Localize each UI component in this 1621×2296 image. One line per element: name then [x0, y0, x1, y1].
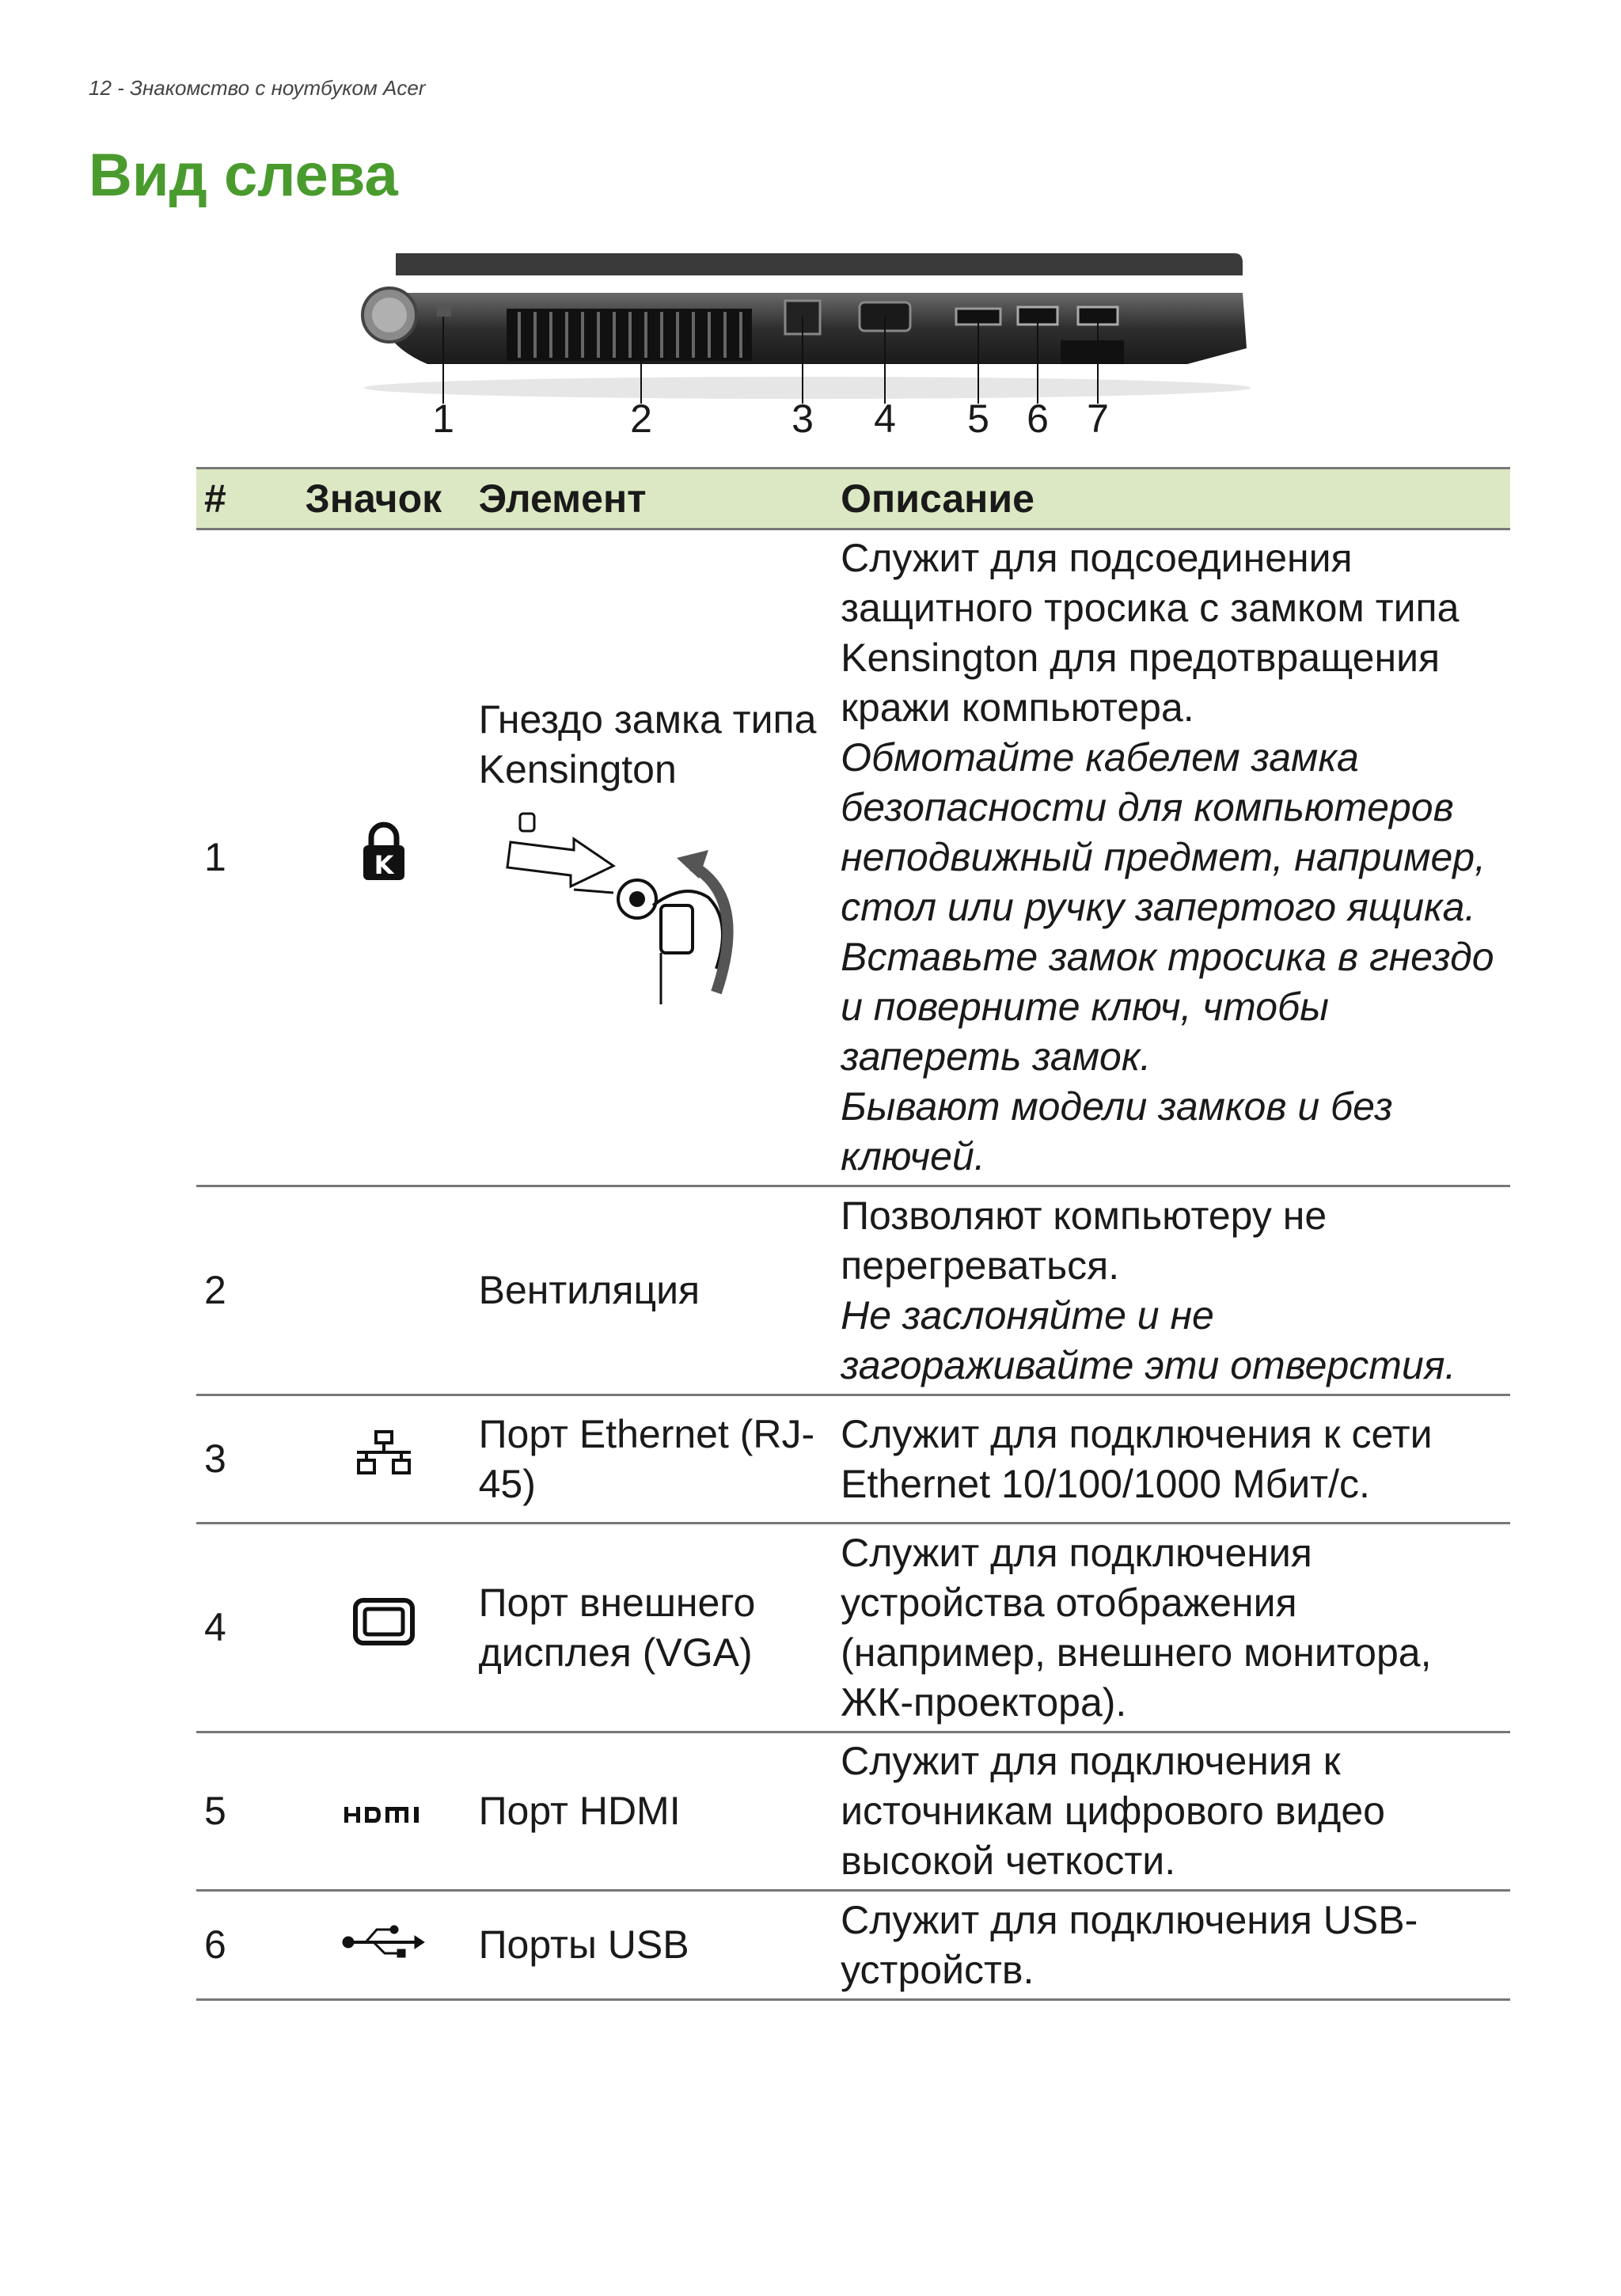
description-line: Позволяют компьютеру не перегреваться.	[841, 1193, 1327, 1288]
table-row	[196, 529, 1510, 1186]
callout-5: 5	[967, 397, 989, 441]
table-row	[196, 1186, 1510, 1395]
table-row	[196, 1395, 1510, 1524]
callout-4: 4	[874, 397, 896, 441]
header-icon: Значок	[297, 469, 470, 529]
description-line: Служит для подключения к источникам цифрового видео высокой четкости.	[841, 1739, 1385, 1883]
vga-icon	[352, 1597, 416, 1646]
row-description	[833, 1732, 1510, 1891]
description-note: Не заслоняйте и не загораживайте эти отверстия.	[841, 1292, 1456, 1387]
row-element	[471, 529, 833, 1186]
row-description	[833, 1524, 1510, 1732]
row-element: Порт HDMI	[471, 1732, 833, 1891]
callout-7: 7	[1087, 397, 1109, 441]
row-number: 6	[196, 1891, 297, 2000]
svg-text:K: K	[374, 850, 394, 880]
table-header-row	[196, 469, 1510, 529]
element-label: Гнездо замка типа Kensington	[478, 697, 817, 791]
header-description: Описание	[833, 469, 1510, 529]
callout-6: 6	[1027, 397, 1049, 441]
row-icon-cell	[297, 1524, 470, 1732]
row-element: Порт внешнего дисплея (VGA)	[471, 1524, 833, 1732]
description-note: Обмотайте кабелем замка безопасности для компьютеров неподвижный предмет, например, стол или ручку запертого ящика.	[841, 735, 1486, 929]
table-row	[196, 1891, 1510, 2000]
row-icon-cell	[297, 529, 470, 1186]
row-number: 4	[196, 1524, 297, 1732]
description-line: Служит для подключения USB-устройств.	[841, 1897, 1418, 1992]
description-line: Служит для подсоединения защитного тросика с замком типа Kensington для предотвращения кражи компьютера.	[841, 536, 1460, 730]
row-number: 5	[196, 1732, 297, 1891]
kensington-lock-icon	[360, 822, 408, 882]
ports-table	[196, 467, 1510, 2001]
header-number: #	[196, 469, 297, 529]
row-element: Вентиляция	[471, 1186, 833, 1395]
description-note: Вставьте замок тросика в гнездо и поверните ключ, чтобы запереть замок.	[841, 935, 1494, 1079]
row-description	[833, 529, 1510, 1186]
table-row	[196, 1732, 1510, 1891]
kensington-slot	[437, 306, 451, 317]
row-number: 2	[196, 1186, 297, 1395]
row-number: 3	[196, 1395, 297, 1524]
row-icon-cell	[297, 1891, 470, 2000]
callout-3: 3	[792, 397, 814, 441]
row-element: Порт Ethernet (RJ-45)	[471, 1395, 833, 1524]
row-icon-cell	[297, 1186, 470, 1395]
row-element: Порты USB	[471, 1891, 833, 2000]
row-description	[833, 1891, 1510, 2000]
row-icon-cell	[297, 1395, 470, 1524]
page-title: Вид слева	[89, 142, 398, 209]
ethernet-icon	[354, 1429, 414, 1478]
row-description	[833, 1186, 1510, 1395]
row-number: 1	[196, 529, 297, 1186]
running-head: 12 - Знакомство с ноутбуком Acer	[89, 76, 426, 100]
kensington-cable-illustration	[479, 810, 764, 1008]
description-line: Служит для подключения устройства отображения (например, внешнего монитора, ЖК-проектора).	[841, 1530, 1432, 1725]
description-line: Служит для подключения к сети Ethernet 10/100/1000 Мбит/с.	[841, 1411, 1433, 1506]
callout-2: 2	[630, 397, 652, 441]
usb-icon	[342, 1923, 426, 1958]
table-row	[196, 1524, 1510, 1732]
hdmi-icon	[343, 1805, 425, 1824]
header-element: Элемент	[471, 469, 833, 529]
description-note: Бывают модели замков и без ключей.	[841, 1084, 1393, 1178]
row-description	[833, 1395, 1510, 1524]
row-icon-cell	[297, 1732, 470, 1891]
callout-1: 1	[432, 397, 454, 441]
